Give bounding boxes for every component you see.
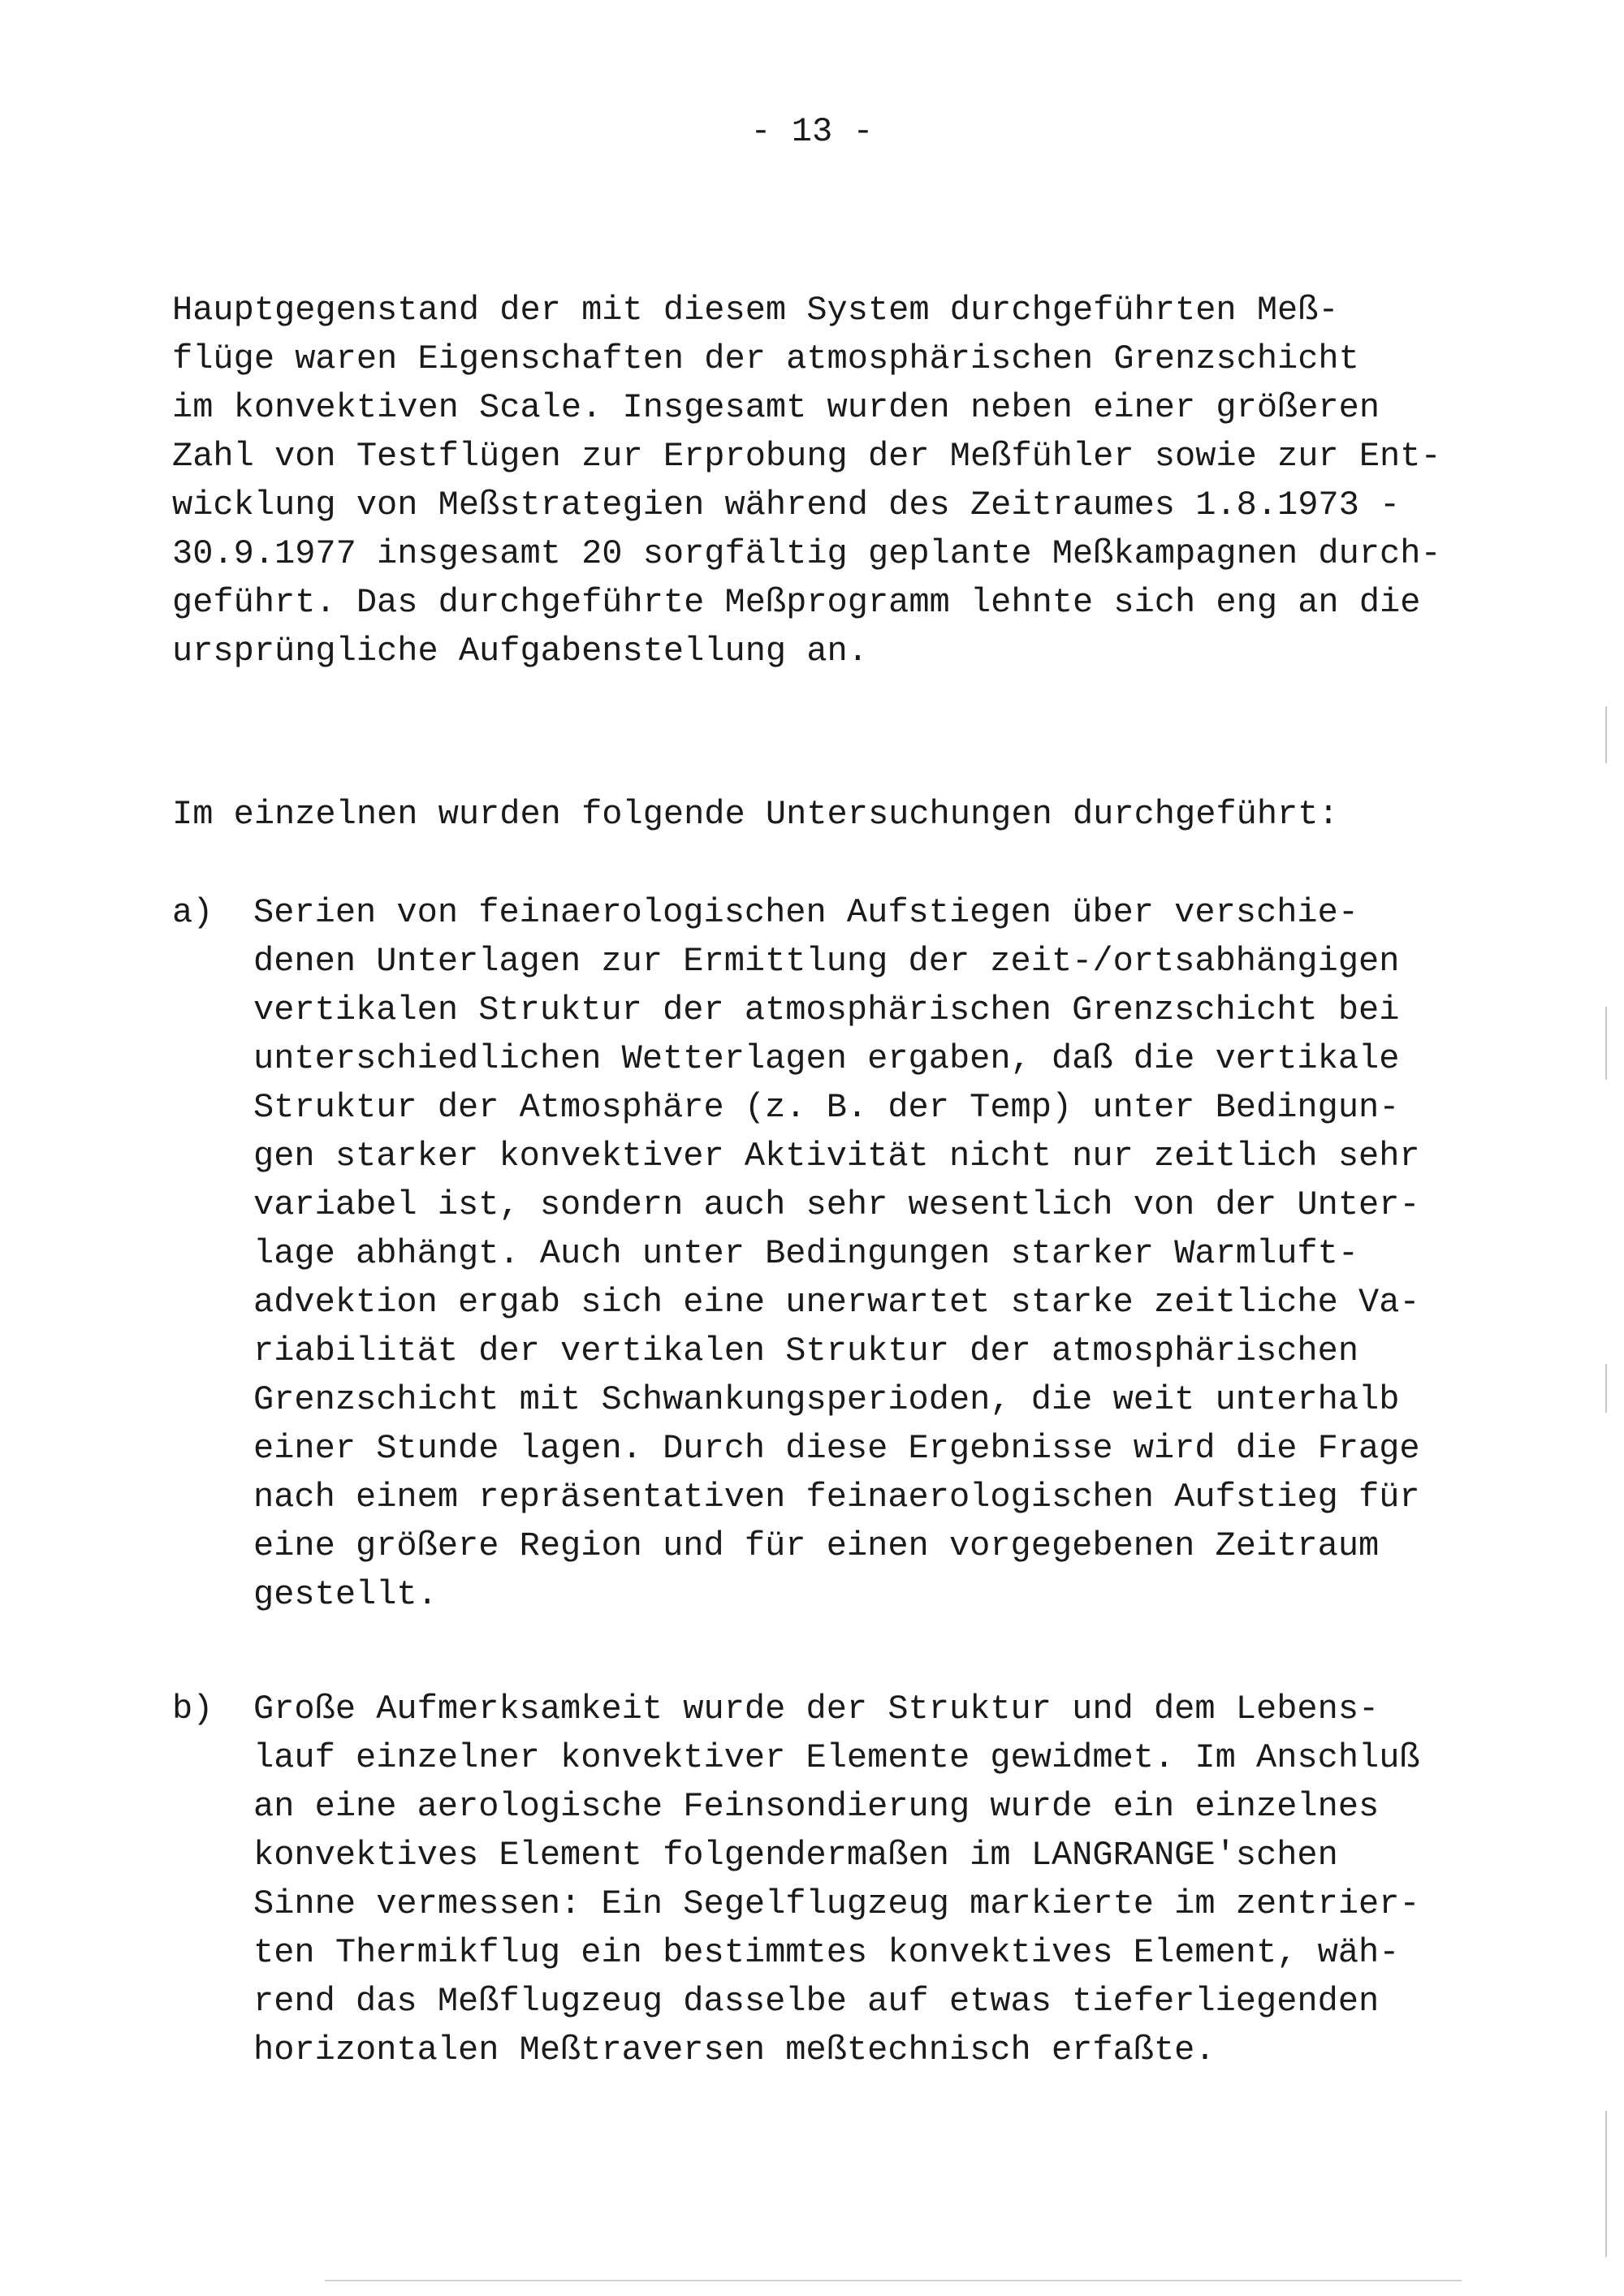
text-line: Zahl von Testflügen zur Erprobung der Meßfühler sowie zur Ent- xyxy=(172,437,1441,476)
scan-bottom-artifact xyxy=(325,2280,1462,2281)
text-line: variabel ist, sondern auch sehr wesentlich von der Unter- xyxy=(253,1185,1420,1224)
text-line: horizontalen Meßtraversen meßtechnisch erfaßte. xyxy=(253,2031,1216,2069)
text-line: an eine aerologische Feinsondierung wurde ein einzelnes xyxy=(253,1787,1380,1826)
text-line: Struktur der Atmosphäre (z. B. der Temp) unter Bedingun- xyxy=(253,1088,1400,1127)
text-line: im konvektiven Scale. Insgesamt wurden neben einer größeren xyxy=(172,388,1380,427)
text-line: gestellt. xyxy=(253,1575,438,1614)
text-line: konvektives Element folgendermaßen im LANGRANGE'schen xyxy=(253,1836,1338,1875)
text-line: vertikalen Struktur der atmosphärischen Grenzschicht bei xyxy=(253,990,1400,1029)
scan-edge-artifact xyxy=(1605,2111,1607,2257)
scan-edge-artifact xyxy=(1605,1364,1607,1413)
text-line: eine größere Region und für einen vorgegebenen Zeitraum xyxy=(253,1526,1380,1565)
text-line: Sinne vermessen: Ein Segelflugzeug markierte im zentrier- xyxy=(253,1884,1420,1923)
list-item-body xyxy=(253,888,1420,1619)
text-line: ursprüngliche Aufgabenstellung an. xyxy=(172,632,868,671)
text-line: geführt. Das durchgeführte Meßprogramm lehnte sich eng an die xyxy=(172,583,1421,622)
text-line: einer Stunde lagen. Durch diese Ergebnisse wird die Frage xyxy=(253,1429,1420,1468)
text-line: unterschiedlichen Wetterlagen ergaben, daß die vertikale xyxy=(253,1039,1400,1078)
lead-paragraph xyxy=(172,790,1439,839)
text-line: lauf einzelner konvektiver Elemente gewidmet. Im Anschluß xyxy=(253,1738,1420,1777)
list-marker: a) xyxy=(172,893,214,932)
text-line: denen Unterlagen zur Ermittlung der zeit-/ortsabhängigen xyxy=(253,942,1400,981)
text-line: riabilität der vertikalen Struktur der atmosphärischen xyxy=(253,1331,1359,1370)
intro-paragraph xyxy=(172,286,1439,675)
text-line: Serien von feinaerologischen Aufstiegen über verschie- xyxy=(253,893,1359,932)
text-line: wicklung von Meßstrategien während des Zeitraumes 1.8.1973 - xyxy=(172,486,1401,524)
text-line: Große Aufmerksamkeit wurde der Struktur und dem Lebens- xyxy=(253,1690,1380,1728)
list-item-body xyxy=(253,1685,1420,2074)
lead-line: Im einzelnen wurden folgende Untersuchungen durchgeführt: xyxy=(172,795,1339,834)
text-line: nach einem repräsentativen feinaerologischen Aufstieg für xyxy=(253,1478,1420,1517)
text-line: Hauptgegenstand der mit diesem System durchgeführten Meß- xyxy=(172,291,1339,330)
list-marker: b) xyxy=(172,1690,214,1728)
text-line: rend das Meßflugzeug dasselbe auf etwas tieferliegenden xyxy=(253,1982,1380,2021)
page-number: - 13 - xyxy=(750,112,874,151)
text-line: lage abhängt. Auch unter Bedingungen starker Warmluft- xyxy=(253,1234,1359,1273)
scan-edge-artifact xyxy=(1605,706,1607,763)
text-line: advektion ergab sich eine unerwartet starke zeitliche Va- xyxy=(253,1283,1420,1322)
text-line: Grenzschicht mit Schwankungsperioden, die weit unterhalb xyxy=(253,1380,1400,1419)
text-line: flüge waren Eigenschaften der atmosphärischen Grenzschicht xyxy=(172,339,1359,378)
text-line: 30.9.1977 insgesamt 20 sorgfältig geplante Meßkampagnen durch- xyxy=(172,534,1441,573)
text-line: ten Thermikflug ein bestimmtes konvektives Element, wäh- xyxy=(253,1933,1400,1972)
text-line: gen starker konvektiver Aktivität nicht nur zeitlich sehr xyxy=(253,1137,1420,1176)
scan-edge-artifact xyxy=(1605,1007,1607,1080)
